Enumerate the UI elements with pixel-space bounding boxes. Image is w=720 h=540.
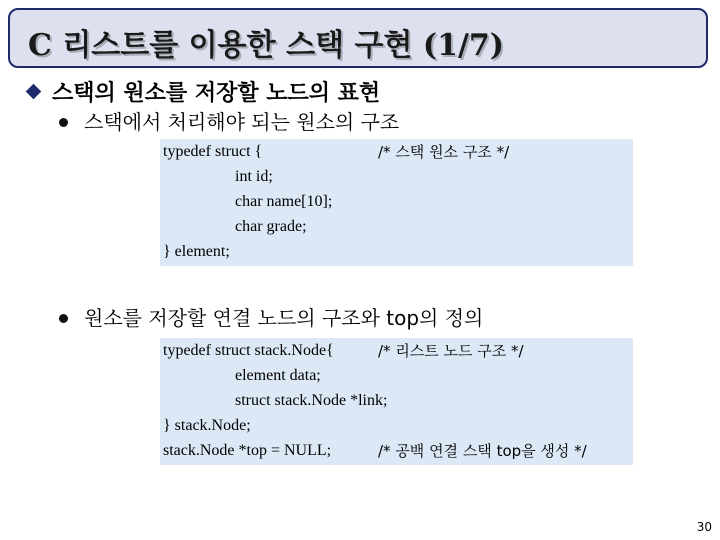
code-line: } stack.Node;	[163, 417, 251, 434]
code-line: element data;	[235, 367, 321, 384]
code-comment: /* 공백 연결 스택 top을 생성 */	[378, 442, 587, 460]
slide-number: 30	[696, 520, 712, 534]
code-line: } element;	[163, 243, 230, 260]
title-banner	[8, 8, 708, 68]
section-1-label: 스택에서 처리해야 되는 원소의 구조	[84, 110, 400, 134]
code-line: typedef struct {	[163, 143, 263, 160]
diamond-bullet-icon	[26, 84, 42, 100]
round-bullet-icon	[59, 118, 68, 127]
code-line: typedef struct stack.Node{	[163, 342, 334, 359]
code-line: int id;	[235, 168, 273, 185]
round-bullet-icon	[59, 314, 68, 323]
section-2-label: 원소를 저장할 연결 노드의 구조와 top의 정의	[84, 306, 484, 330]
code-line: char grade;	[235, 218, 307, 235]
code-line: char name[10];	[235, 193, 333, 210]
code-line: struct stack.Node *link;	[235, 392, 388, 409]
code-line: stack.Node *top = NULL;	[163, 442, 332, 459]
code-block-element-struct	[160, 139, 633, 266]
code-comment: /* 리스트 노드 구조 */	[378, 342, 524, 360]
code-block-stack-node	[160, 338, 633, 465]
section-heading: 스택의 원소를 저장할 노드의 표현	[52, 81, 381, 106]
slide-title: C 리스트를 이용한 스택 구현 (1/7)	[28, 28, 504, 63]
code-comment: /* 스택 원소 구조 */	[378, 143, 510, 161]
